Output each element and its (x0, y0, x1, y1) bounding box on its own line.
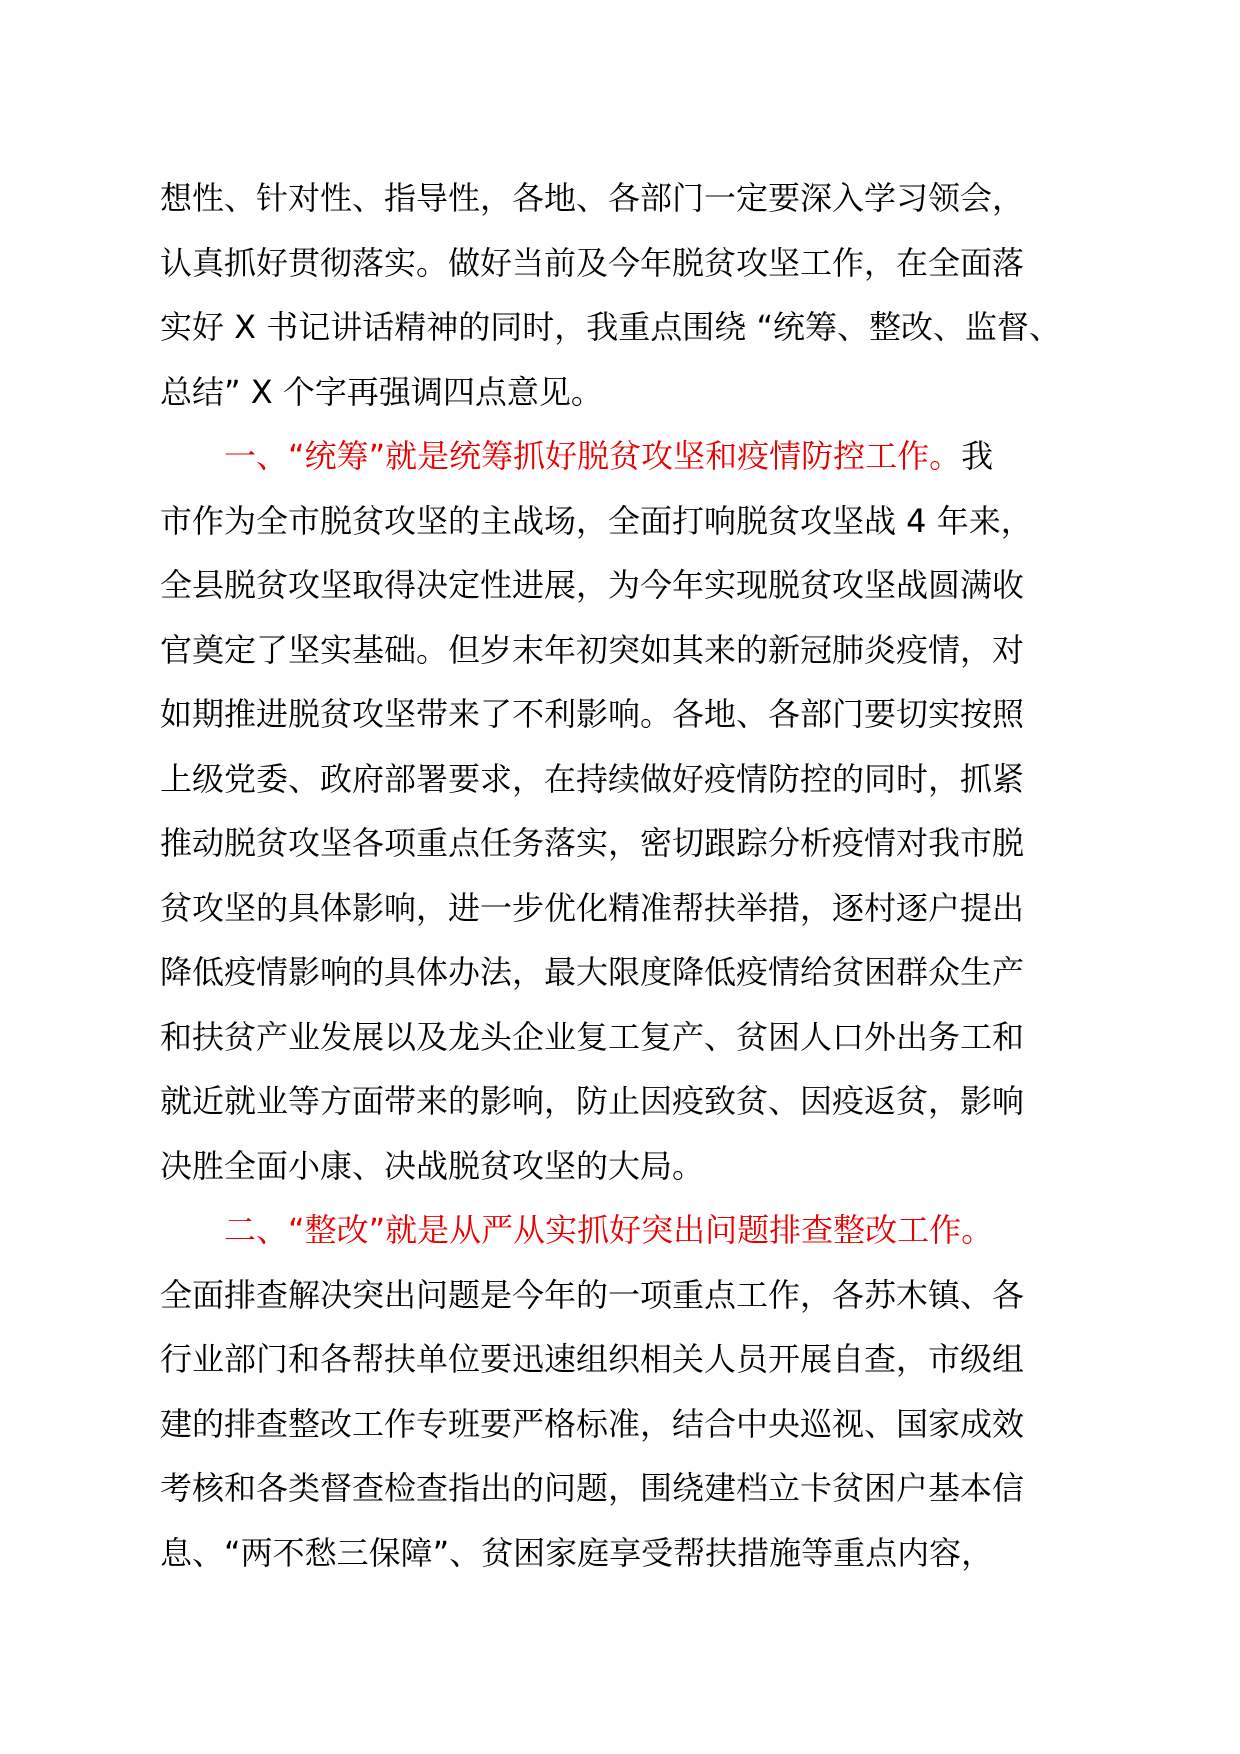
line-text: 就近就业等方面带来的影响，防止因疫致贫、因疫返贫，影响 (160, 1082, 1025, 1120)
line-text: 和扶贫产业发展以及龙头企业复工复产、贫困人口外出务工和 (160, 1017, 1025, 1056)
text-line (160, 618, 1095, 683)
text-line (160, 1069, 1095, 1134)
line-text: 实好 X 书记讲话精神的同时，我重点围绕 “统筹、整改、监督、 (160, 308, 1062, 346)
line-text: 上级党委、政府部署要求，在持续做好疫情防控的同时，抓紧 (160, 759, 1025, 798)
section-heading-line (160, 424, 1095, 489)
text-line (160, 1005, 1095, 1070)
text-line (160, 1327, 1095, 1392)
text-line (160, 553, 1095, 618)
section-heading-2: 二、“整改”就是从严从实抓好突出问题排查整改工作。 (224, 1211, 994, 1249)
text-line (160, 1134, 1095, 1199)
text-line (160, 811, 1095, 876)
text-line (160, 682, 1095, 747)
text-line (160, 1521, 1095, 1586)
text-line (160, 166, 1095, 231)
line-text: 息、“两不愁三保障”、贫困家庭享受帮扶措施等重点内容， (160, 1533, 994, 1572)
line-text: 行业部门和各帮扶单位要迅速组织相关人员开展自查，市级组 (160, 1340, 1025, 1378)
text-line (160, 295, 1095, 360)
line-text: 建的排查整改工作专班要严格标准，结合中央巡视、国家成效 (160, 1404, 1025, 1443)
text-line (160, 1263, 1095, 1328)
line-text: 如期推进脱贫攻坚带来了不利影响。各地、各部门要切实按照 (160, 695, 1025, 733)
line-text: 全面排查解决突出问题是今年的一项重点工作，各苏木镇、各 (160, 1275, 1025, 1314)
line-text: 总结” X 个字再强调四点意见。 (160, 372, 603, 411)
line-text: 决胜全面小康、决战脱贫攻坚的大局。 (160, 1146, 705, 1185)
text-line (160, 489, 1095, 554)
text-line (160, 1392, 1095, 1457)
line-text: 我 (961, 437, 994, 475)
line-text: 考核和各类督查检查指出的问题，围绕建档立卡贫困户基本信 (160, 1469, 1025, 1507)
text-line (160, 876, 1095, 941)
line-text: 认真抓好贯彻落实。做好当前及今年脱贫攻坚工作，在全面落 (160, 243, 1025, 282)
section-heading-1: 一、“统筹”就是统筹抓好脱贫攻坚和疫情防控工作。 (224, 437, 962, 475)
text-line (160, 231, 1095, 296)
line-text: 全县脱贫攻坚取得决定性进展，为今年实现脱贫攻坚战圆满收 (160, 566, 1025, 604)
text-line (160, 360, 1095, 425)
text-line (160, 1456, 1095, 1521)
line-text: 推动脱贫攻坚各项重点任务落实，密切跟踪分析疫情对我市脱 (160, 824, 1025, 862)
line-text: 市作为全市脱贫攻坚的主战场，全面打响脱贫攻坚战 4 年来， (160, 501, 1033, 540)
line-text: 贫攻坚的具体影响，进一步优化精准帮扶举措，逐村逐户提出 (160, 888, 1025, 927)
line-text: 官奠定了坚实基础。但岁末年初突如其来的新冠肺炎疫情，对 (160, 630, 1025, 669)
section-heading-line (160, 1198, 1095, 1263)
text-line (160, 747, 1095, 812)
text-line (160, 940, 1095, 1005)
line-text: 降低疫情影响的具体办法，最大限度降低疫情给贫困群众生产 (160, 953, 1025, 991)
document-body (160, 166, 1095, 1585)
line-text: 想性、针对性、指导性，各地、各部门一定要深入学习领会， (160, 179, 1025, 217)
